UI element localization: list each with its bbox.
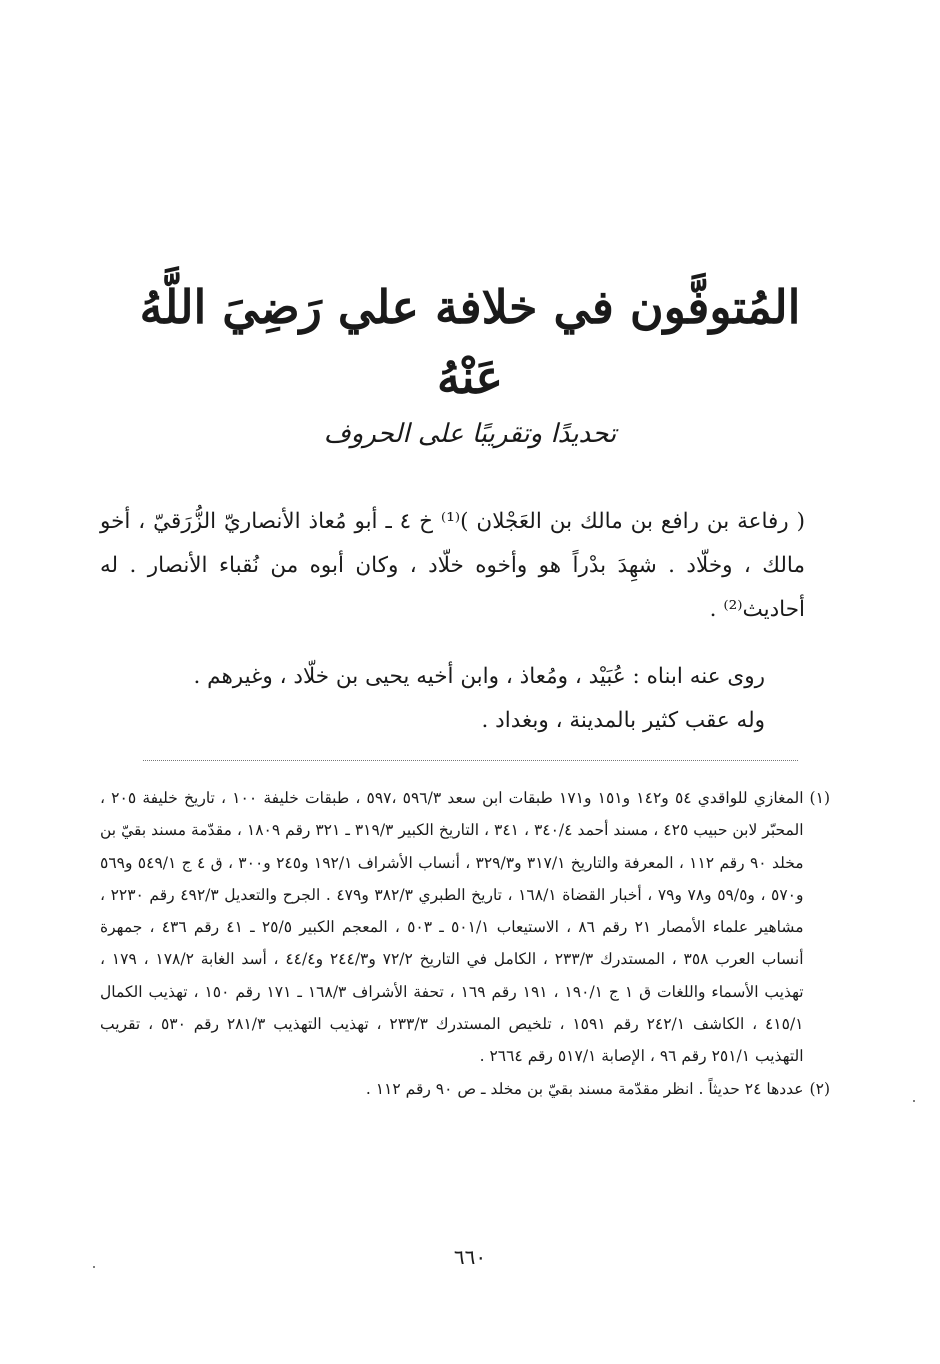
footnote-divider xyxy=(143,760,798,761)
chapter-subtitle: تحديدًا وتقريبًا على الحروف xyxy=(323,419,617,449)
footnote-text: عددها ٢٤ حديثاً . انظر مقدّمة مسند بقيّ بن مخلد ـ ص ٩٠ رقم ١١٢ . xyxy=(365,1079,804,1098)
scan-speck xyxy=(913,1100,915,1102)
chapter-title: المُتوفَّون في خلافة علي رَضِيَ اللَّهُ عَنْهُ xyxy=(139,280,801,404)
footnotes xyxy=(100,782,830,1105)
biography-entry xyxy=(100,500,805,632)
chapter-heading xyxy=(120,272,820,454)
page-number: ٦٦٠ xyxy=(453,1245,487,1269)
footnote-marker: (١) xyxy=(809,789,830,807)
entry-narrators: روى عنه ابناه : عُبَيْد ، ومُعاذ ، وابن أخيه يحيى بن خلّاد ، وغيرهم . xyxy=(193,664,765,689)
footnote-2 xyxy=(100,1073,830,1105)
entry-narrators-block xyxy=(100,655,765,743)
entry-progeny: وله عقب كثير بالمدينة ، وبغداد . xyxy=(481,708,765,733)
scan-speck xyxy=(93,1266,95,1268)
footnote-1 xyxy=(100,782,830,1073)
footnote-marker: (٢) xyxy=(809,1079,830,1098)
entry-paragraph: ( رفاعة بن رافع بن مالك بن العَجْلان )⁽¹⁾ خ ٤ ـ أبو مُعاذ الأنصاريّ الزُّرَقيّ ، أخو مالك ، وخلّاد . شهِدَ بدْراً هو وأخوه خلّاد ، وكان أبوه من نُقباء الأنصار . له أحاديث⁽²⁾ . xyxy=(100,509,805,622)
footnote-text: المغازي للواقدي ٥٤ و١٤٢ و١٥١ و١٧١ طبقات ابن سعد ٥٩٦/٣ ،٥٩٧ ، طبقات خليفة ١٠٠ ، تاريخ خليفة ٢٠٥ ، المحبّر لابن حبيب ٤٢٥ ، مسند أحمد ٣٤٠/٤ ، ٣٤١ ، التاريخ الكبير ٣١٩/٣ ـ ٣٢١ رقم ١٨٠٩ ، مقدّمة مسند بقيّ بن مخلد ٩٠ رقم ١١٢ ، المعرفة والتاريخ ٣١٧/١ و٣٢٩/٣ ، أنساب الأشراف ١٩٢/١ و٢٤٥ و٣٠٠ ، ق ٤ ج ٥٤٩/١ و٥٦٩ و٥٧٠ ، و٥٩/٥ و٧٨ و٧٩ ، أخبار القضاة ١٦٨/١ ، تاريخ الطبري ٣٨٢/٣ و٤٧٩ . الجرح والتعديل ٤٩٢/٣ رقم ٢٢٣٠ ، مشاهير علماء الأمصار ٢١ رقم ٨٦ ، الاستيعاب ٥٠١/١ ـ ٥٠٣ ، المعجم الكبير ٢٥/٥ ـ ٤١ رقم ٤٣٦ ، جمهرة أنساب العرب ٣٥٨ ، المستدرك ٢٣٣/٣ ، الكامل في التاريخ ٧٢/٢ و٢٤٤/٣ و٤٤/٤ ، أسد الغابة ١٧٨/٢ ، ١٧٩ ، تهذيب الأسماء واللغات ق ١ ج ١٩٠/١ ، ١٩١ رقم ١٦٩ ، تحفة الأشراف ١٦٨/٣ ـ ١٧١ رقم ١٥٠ ، تهذيب الكمال ٤١٥/١ ، الكاشف ٢٤٢/١ رقم ١٥٩١ ، تلخيص المستدرك ٢٣٣/٣ ، تهذيب التهذيب ٢٨١/٣ رقم ٥٣٠ ، تقريب التهذيب ٢٥١/١ رقم ٩٦ ، الإصابة ٥١٧/١ رقم ٢٦٦٤ . xyxy=(100,789,804,1066)
